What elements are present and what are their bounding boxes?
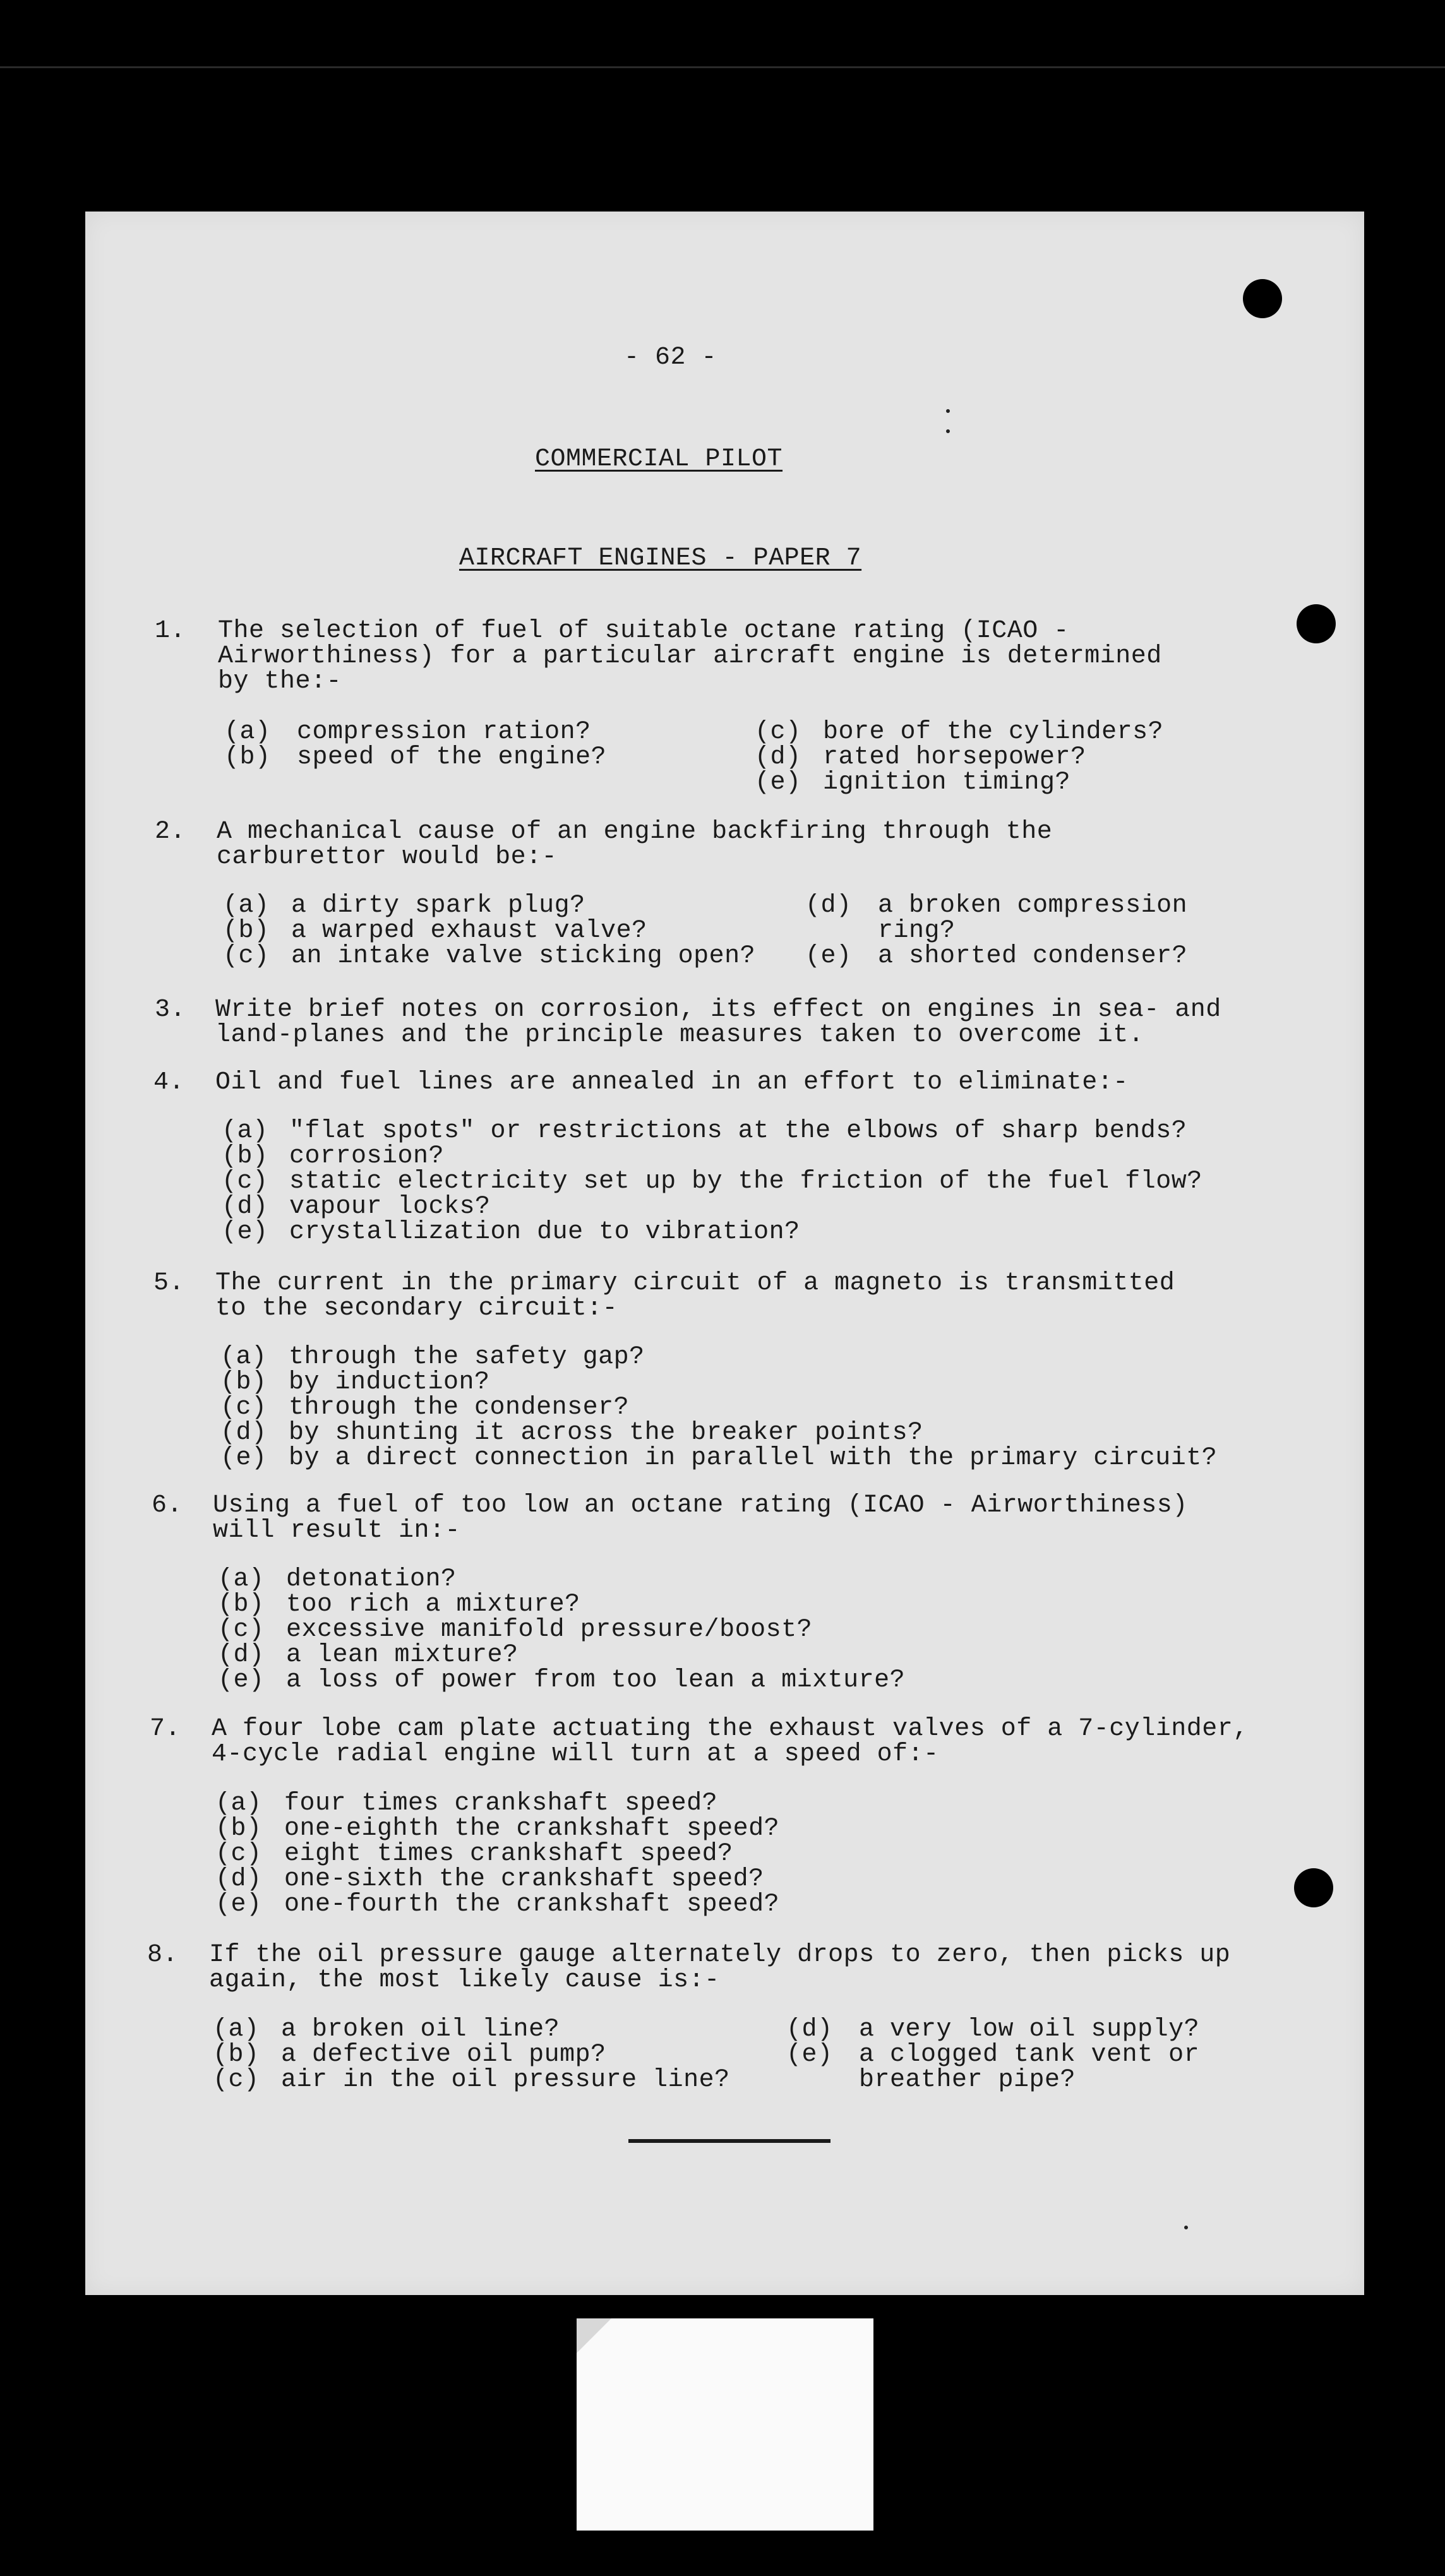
option-key: (c) (223, 942, 270, 970)
question-number: 7. (150, 1715, 181, 1743)
option-text: by induction? (289, 1368, 490, 1397)
option-text: compression ration? (297, 718, 591, 746)
option-text: ignition timing? (823, 768, 1071, 797)
page-title: COMMERCIAL PILOT (535, 445, 783, 474)
option-text: a dirty spark plug? (291, 891, 585, 920)
option-key: (d) (215, 1865, 262, 1893)
option-text: vapour locks? (289, 1193, 491, 1221)
option-key: (c) (213, 2066, 260, 2094)
option-text: one-fourth the crankshaft speed? (284, 1890, 780, 1919)
question-text: Using a fuel of too low an octane rating (ICAO - Airworthiness) (213, 1491, 1188, 1520)
option-text: one-sixth the crankshaft speed? (284, 1865, 764, 1893)
question-number: 1. (155, 617, 186, 645)
option-text: crystallization due to vibration? (289, 1218, 800, 1246)
option-text: one-eighth the crankshaft speed? (284, 1815, 780, 1843)
option-text: a broken compression (878, 891, 1188, 920)
option-text: by shunting it across the breaker points? (289, 1419, 923, 1447)
option-key: (d) (220, 1419, 267, 1447)
option-text: ring? (878, 917, 956, 945)
option-text: speed of the engine? (297, 743, 607, 772)
question-text: Oil and fuel lines are annealed in an effort to eliminate:- (215, 1068, 1129, 1097)
option-text: corrosion? (289, 1142, 445, 1171)
option-key: (e) (805, 942, 852, 970)
option-key: (c) (755, 718, 801, 746)
option-key: (e) (215, 1890, 262, 1919)
question-text: carburettor would be:- (217, 843, 558, 871)
option-key: (b) (213, 2041, 260, 2069)
question-text: Write brief notes on corrosion, its effect on engines in sea- and (215, 996, 1221, 1024)
option-key: (e) (755, 768, 801, 797)
punch-hole (1297, 604, 1336, 643)
option-text: an intake valve sticking open? (291, 942, 756, 970)
option-text: static electricity set up by the friction of the fuel flow? (289, 1167, 1202, 1196)
question-text: 4-cycle radial engine will turn at a speed of:- (212, 1740, 939, 1768)
option-text: through the condenser? (289, 1393, 630, 1422)
option-text: a warped exhaust valve? (291, 917, 647, 945)
question-number: 2. (155, 818, 186, 846)
question-text: again, the most likely cause is:- (209, 1966, 720, 1995)
page-number: - 62 - (624, 343, 717, 372)
option-key: (b) (220, 1368, 267, 1397)
question-number: 8. (147, 1941, 179, 1969)
paper-subtitle: AIRCRAFT ENGINES - PAPER 7 (459, 544, 862, 573)
card-fold (577, 2318, 611, 2353)
option-text: through the safety gap? (289, 1343, 645, 1371)
option-text: a lean mixture? (286, 1641, 519, 1669)
option-key: (d) (755, 743, 801, 772)
option-key: (a) (218, 1565, 265, 1594)
option-key: (a) (222, 1117, 268, 1145)
option-key: (b) (218, 1590, 265, 1619)
question-text: land-planes and the principle measures taken to overcome it. (215, 1021, 1144, 1049)
option-text: too rich a mixture? (286, 1590, 580, 1619)
option-key: (a) (223, 891, 270, 920)
punch-hole (1243, 279, 1282, 318)
option-text: excessive manifold pressure/boost? (286, 1616, 813, 1644)
option-key: (c) (222, 1167, 268, 1196)
option-text: eight times crankshaft speed? (284, 1840, 733, 1868)
option-key: (c) (220, 1393, 267, 1422)
option-key: (e) (786, 2041, 833, 2069)
option-text: a defective oil pump? (281, 2041, 606, 2069)
question-text: Airworthiness) for a particular aircraft engine is determined (218, 642, 1162, 671)
option-key: (c) (218, 1616, 265, 1644)
punch-hole (1294, 1868, 1333, 1907)
option-key: (a) (213, 2015, 260, 2044)
question-number: 5. (153, 1269, 185, 1297)
question-text: The selection of fuel of suitable octane rating (ICAO - (218, 617, 1069, 645)
question-text: The current in the primary circuit of a magneto is transmitted (215, 1269, 1175, 1297)
option-key: (a) (215, 1789, 262, 1818)
question-text: If the oil pressure gauge alternately drops to zero, then picks up (209, 1941, 1231, 1969)
scan-top-edge (0, 66, 1445, 68)
option-text: breather pipe? (859, 2066, 1076, 2094)
option-text: rated horsepower? (823, 743, 1086, 772)
option-key: (d) (222, 1193, 268, 1221)
option-key: (e) (220, 1444, 267, 1472)
option-key: (e) (222, 1218, 268, 1246)
question-number: 3. (155, 996, 186, 1024)
document-page (85, 212, 1364, 2295)
option-key: (e) (218, 1666, 265, 1695)
option-key: (b) (223, 917, 270, 945)
option-text: a shorted condenser? (878, 942, 1188, 970)
option-key: (d) (218, 1641, 265, 1669)
question-text: by the:- (218, 667, 342, 696)
question-text: A mechanical cause of an engine backfiring through the (217, 818, 1053, 846)
option-key: (a) (220, 1343, 267, 1371)
dust-speck (946, 409, 950, 413)
option-text: a very low oil supply? (859, 2015, 1200, 2044)
option-text: four times crankshaft speed? (284, 1789, 718, 1818)
question-number: 6. (152, 1491, 183, 1520)
question-text: A four lobe cam plate actuating the exhaust valves of a 7-cylinder, (212, 1715, 1249, 1743)
blank-card (577, 2318, 873, 2531)
option-text: detonation? (286, 1565, 457, 1594)
option-key: (d) (786, 2015, 833, 2044)
dust-speck (1184, 2226, 1188, 2229)
option-text: by a direct connection in parallel with the primary circuit? (289, 1444, 1218, 1472)
option-key: (c) (215, 1840, 262, 1868)
end-rule (628, 2139, 830, 2143)
option-text: a broken oil line? (281, 2015, 560, 2044)
option-text: air in the oil pressure line? (281, 2066, 730, 2094)
option-key: (b) (224, 743, 271, 772)
option-text: "flat spots" or restrictions at the elbows of sharp bends? (289, 1117, 1187, 1145)
option-text: bore of the cylinders? (823, 718, 1164, 746)
option-key: (b) (222, 1142, 268, 1171)
question-number: 4. (153, 1068, 185, 1097)
option-key: (a) (224, 718, 271, 746)
question-text: to the secondary circuit:- (215, 1294, 618, 1323)
option-key: (b) (215, 1815, 262, 1843)
option-key: (d) (805, 891, 852, 920)
option-text: a clogged tank vent or (859, 2041, 1200, 2069)
question-text: will result in:- (213, 1517, 461, 1545)
dust-speck (946, 429, 950, 433)
option-text: a loss of power from too lean a mixture? (286, 1666, 906, 1695)
